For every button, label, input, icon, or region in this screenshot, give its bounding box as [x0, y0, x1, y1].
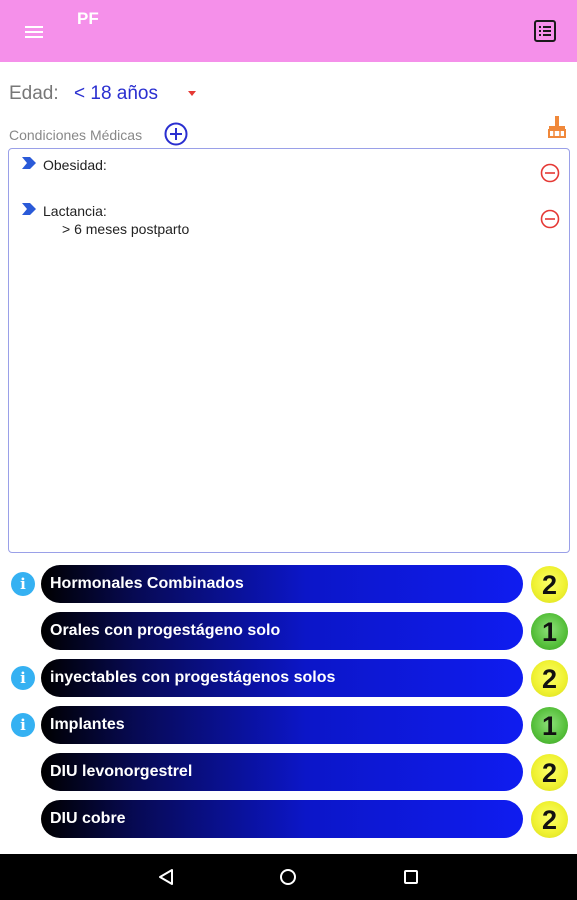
- method-button[interactable]: [41, 706, 523, 744]
- chevron-tag-icon: [22, 203, 36, 215]
- category-badge: 1: [531, 613, 568, 650]
- condition-item: [9, 157, 569, 191]
- info-icon[interactable]: i: [11, 666, 35, 690]
- hamburger-menu-icon: [25, 26, 43, 28]
- list-view-icon: [533, 19, 557, 43]
- remove-circle-icon[interactable]: [540, 209, 560, 229]
- category-badge: 2: [531, 660, 568, 697]
- add-circle-icon: [164, 122, 188, 146]
- list-view-button[interactable]: [533, 19, 557, 43]
- method-label: Hormonales Combinados: [50, 575, 244, 592]
- add-condition-button[interactable]: [164, 122, 188, 146]
- category-badge: 2: [531, 801, 568, 838]
- method-row: [0, 753, 577, 793]
- dropdown-arrow-icon[interactable]: [188, 91, 196, 96]
- method-row: [0, 659, 577, 699]
- home-icon[interactable]: [279, 868, 297, 886]
- condition-detail: > 6 meses postparto: [62, 221, 190, 237]
- hamburger-line: [25, 31, 43, 33]
- app-bar: [0, 0, 577, 62]
- method-label: DIU levonorgestrel: [50, 763, 193, 780]
- method-button[interactable]: [41, 565, 523, 603]
- age-label: Edad:: [9, 83, 59, 104]
- condition-name: Obesidad:: [43, 157, 107, 173]
- method-row: [0, 706, 577, 746]
- medical-conditions-label: Condiciones Médicas: [9, 127, 143, 143]
- age-selected-value[interactable]: < 18 años: [74, 83, 158, 104]
- category-badge: 1: [531, 707, 568, 744]
- chevron-tag-icon: [22, 157, 36, 169]
- back-icon[interactable]: [157, 868, 175, 886]
- method-label: Orales con progestágeno solo: [50, 622, 281, 639]
- method-row: [0, 565, 577, 605]
- method-button[interactable]: [41, 753, 523, 791]
- condition-item: [9, 203, 569, 247]
- method-row: [0, 800, 577, 840]
- method-label: inyectables con progestágenos solos: [50, 669, 336, 686]
- method-button[interactable]: [41, 612, 523, 650]
- category-badge: 2: [531, 566, 568, 603]
- system-navigation-bar: [0, 854, 577, 900]
- method-label: DIU cobre: [50, 810, 126, 827]
- broom-icon: [546, 115, 568, 139]
- recent-apps-icon[interactable]: [403, 869, 419, 885]
- hamburger-line: [25, 36, 43, 38]
- clear-conditions-button[interactable]: [546, 115, 568, 139]
- menu-button[interactable]: [22, 20, 48, 42]
- category-badge: 2: [531, 754, 568, 791]
- method-label: Implantes: [50, 716, 125, 733]
- info-icon[interactable]: i: [11, 713, 35, 737]
- remove-circle-icon[interactable]: [540, 163, 560, 183]
- method-button[interactable]: [41, 659, 523, 697]
- info-icon[interactable]: i: [11, 572, 35, 596]
- condition-name: Lactancia:: [43, 203, 107, 219]
- method-button[interactable]: [41, 800, 523, 838]
- method-row: [0, 612, 577, 652]
- app-title: PF: [77, 9, 99, 28]
- conditions-list[interactable]: [8, 148, 570, 553]
